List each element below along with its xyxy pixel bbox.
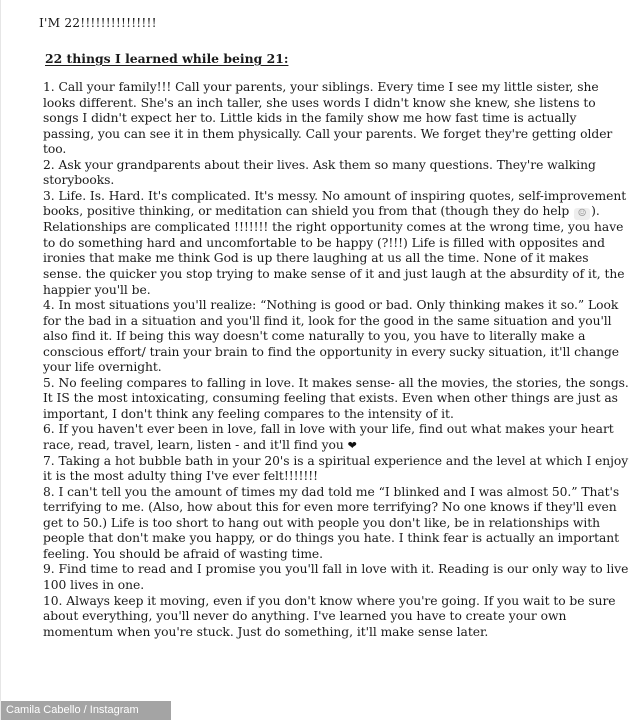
list-item: 10. Always keep it moving, even if you don't know where you're going. If you wait to be sure about everything, you'll never do anything. I've learned you have to create your own momentum when you're stuck. Just do something, it'll make sense later. [43, 593, 616, 639]
list-item-text: 6. If you haven't ever been in love, fall in love with your life, find out what makes your heart race, read, travel, learn, listen - and it'll find you [43, 422, 614, 453]
list-item: 7. Taking a hot bubble bath in your 20's is a spiritual experience and the level at which I enjoy it is the most adulty thing I've ever felt!!!!!!! [43, 453, 629, 484]
list-item-text: 3. Life. Is. Hard. It's complicated. It's messy. No amount of inspiring quotes, self-improvement books, positive thinking, or meditation can shield you from that (though they do help [43, 188, 627, 219]
list-item: 4. In most situations you'll realize: “Nothing is good or bad. Only thinking makes it so.” Look for the bad in a situation and you'll find it, look for the good in the same situation and you'll also find it. If being this way doesn't come naturally to you, you have to literally make a conscious effort/ train your brain to find the opportunity in every sucky situation, it'll change your life overnight. [43, 298, 620, 375]
photo-credit: Camila Cabello / Instagram [1, 701, 171, 720]
list-item: 2. Ask your grandparents about their lives. Ask them so many questions. They're walking storybooks. [43, 157, 596, 188]
list-item [43, 422, 629, 453]
list-item: 5. No feeling compares to falling in love. It makes sense- all the movies, the stories, the songs. It IS the most intoxicating, consuming feeling that exists. Even when other things are just as important, I don't think any feeling compares to the intensity of it. [43, 375, 629, 421]
list-item [43, 189, 629, 298]
list-item-text: ). Relationships are complicated !!!!!!! the right opportunity comes at the wrong time, you have to do something hard and uncomfortable to be happy (?!!!) Life is filled with opposites and ironies that make me think God is up there laughing at us all the time. None of it makes sense. the quicker you stop trying to make sense of it and just laugh at the absurdity of it, the happier you'll be. [43, 204, 625, 297]
heading: I'M 22!!!!!!!!!!!!!!! [39, 16, 157, 30]
items-list [43, 80, 629, 640]
list-item: 9. Find time to read and I promise you you'll fall in love with it. Reading is our only way to live 100 lives in one. [43, 562, 629, 592]
subheading: 22 things I learned while being 21: [45, 51, 289, 66]
list-item: 8. I can't tell you the amount of times my dad told me “I blinked and I was almost 50.” That's terrifying to me. (Also, how about this for even more terrifying? No one knows if they'll even get to 50.) Life is too short to hang out with people you don't like, be in relationships with people that don't make you happy, or do things you hate. I think fear is actually an important feeling. You should be afraid of wasting time. [43, 484, 620, 561]
slightly-smiling-face-icon: ☺ [574, 208, 590, 220]
list-item: 1. Call your family!!! Call your parents, your siblings. Every time I see my little sister, she looks different. She's an inch taller, she uses words I didn't know she knew, she listens to songs I didn't expect her to. Little kids in the family show me how fast time is actually passing, you can see it in them physically. Call your parents. We forget they're getting older too. [43, 80, 613, 157]
heart-icon: ❤ [347, 439, 357, 453]
